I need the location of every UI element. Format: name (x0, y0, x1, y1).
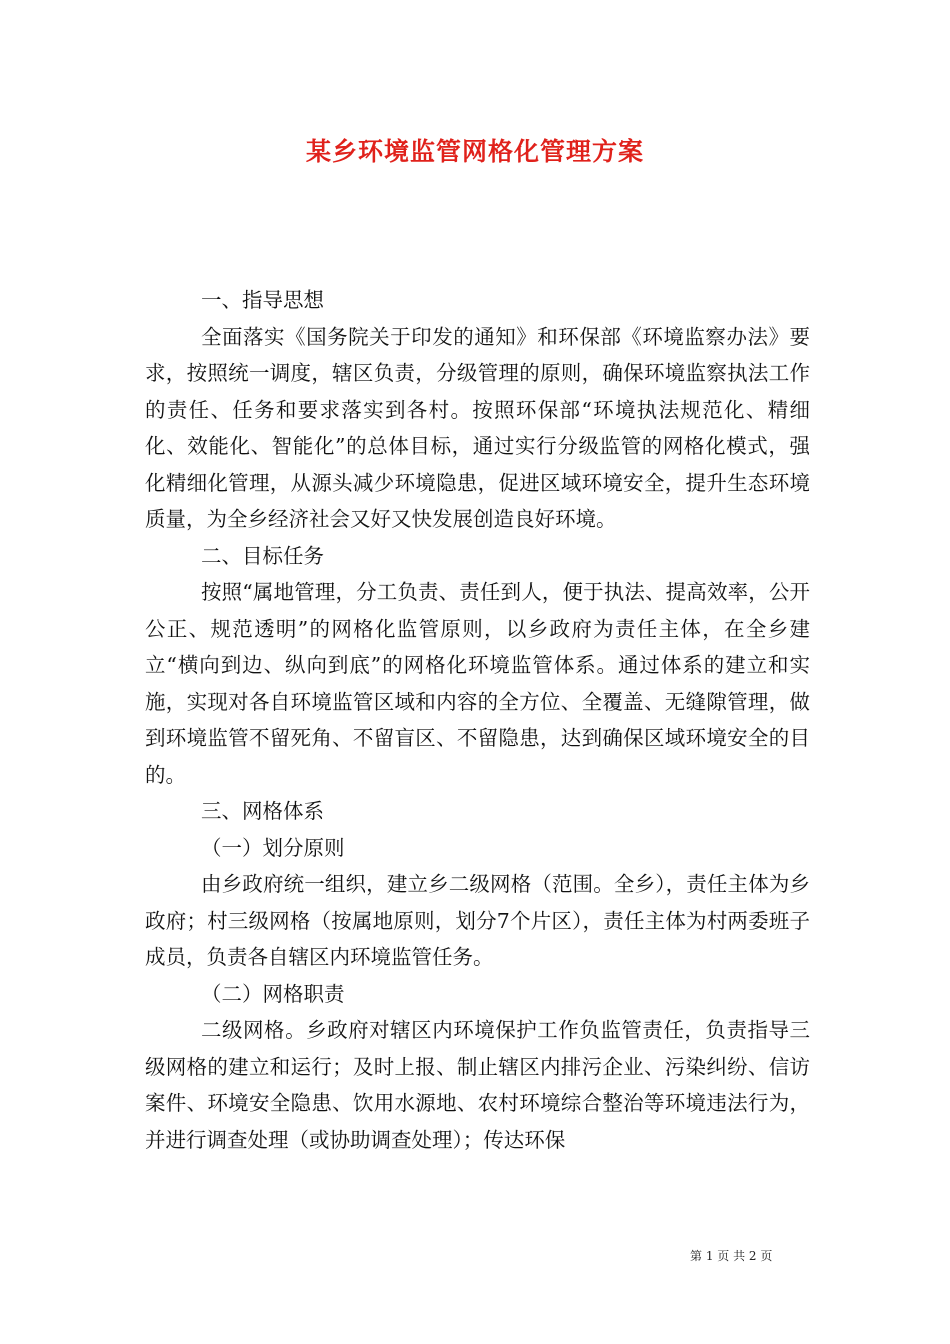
subsection-heading: （二）网格职责 (201, 981, 345, 1006)
section-heading: 一、指导思想 (201, 288, 324, 312)
paragraph: 全面落实《国务院关于印发的通知》和环保部《环境监察办法》要求，按照统一调度，辖区负责，分级管理的原则，确保环境监察执法工作的责任、任务和要求落实到各村。按照环保部“环境执法规范化、精细化、效能化、智能化”的总体目标，通过实行分级监管的网格化模式，强化精细化管理，从源头减少环境隐患，促进区域环境安全，提升生态环境质量，为全乡经济社会又好又快发展创造良好环境。 (145, 324, 810, 531)
paragraph: 二级网格。乡政府对辖区内环境保护工作负监管责任，负责指导三级网格的建立和运行；及时上报、制止辖区内排污企业、污染纠纷、信访案件、环境安全隐患、饮用水源地、农村环境综合整治等环境违法行为，并进行调查处理（或协助调查处理）；传达环保 (145, 1018, 810, 1152)
page-number: 第 1 页 共 2 页 (690, 1249, 773, 1263)
document-title: 某乡环境监管网格化管理方案 (305, 137, 644, 166)
paragraph: 由乡政府统一组织，建立乡二级网格（范围。全乡），责任主体为乡政府；村三级网格（按属地原则，划分7个片区），责任主体为村两委班子成员，负责各自辖区内环境监管任务。 (145, 872, 810, 969)
section-heading: 二、目标任务 (201, 543, 324, 568)
subsection-heading: （一）划分原则 (201, 835, 345, 860)
document-body (145, 282, 810, 1158)
section-heading: 三、网格体系 (201, 799, 324, 823)
paragraph: 按照“属地管理，分工负责、责任到人，便于执法、提高效率，公开公正、规范透明”的网格化监管原则，以乡政府为责任主体，在全乡建立“横向到边、纵向到底”的网格化环境监管体系。通过体系的建立和实施，实现对各自环境监管区域和内容的全方位、全覆盖、无缝隙管理，做到环境监管不留死角、不留盲区、不留隐患，达到确保区域环境安全的目的。 (145, 580, 810, 787)
